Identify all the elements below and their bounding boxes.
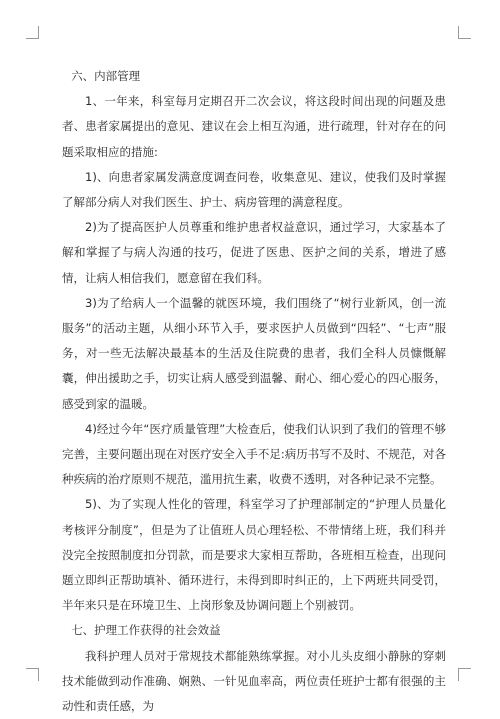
document-page xyxy=(62,64,446,719)
section-heading-internal-management: 六、内部管理 xyxy=(71,69,141,83)
paragraph-patient-rights: 2)为了提高医护人员尊重和维护患者权益意识，通过学习，大家基本了解和掌握了与病人沟通的技巧，促进了医患、医护之间的关系，增进了感情，让病人相信我们，愿意留在我们科。 xyxy=(62,220,446,285)
crop-mark-bottom-right xyxy=(458,668,471,681)
paragraph-warm-environment: 3)为了给病人一个温馨的就医环境，我们围绕了“树行业新风，创一流服务”的活动主题，从细小环节入手，要求医护人员做到“四轻”、“七声”服务，对一些无法解决最基本的生活及住院费的患者，我们全科人员慷慨解囊，伸出援助之手，切实让病人感受到温馨、耐心、细心爱心的四心服务，感受到家的温暖。 xyxy=(62,295,446,411)
crop-mark-top-right xyxy=(458,26,471,39)
section-heading-social-benefits: 七、护理工作获得的社会效益 xyxy=(71,623,221,638)
paragraph-quality-inspection: 4)经过今年“医疗质量管理”大检查后，使我们认识到了我们的管理不够完善，主要问题出现在对医疗安全入手不足:病历书写不及时、不规范，对各种疾病的治疗原则不规范，滥用抗生素，收费不透明，对各种记录不完整。 xyxy=(62,421,446,487)
paragraph-satisfaction-survey: 1)、向患者家属发满意度调查问卷，收集意见、建议，使我们及时掌握了解部分病人对我们医生、护士、病房管理的满意程度。 xyxy=(62,169,446,210)
paragraph-monthly-meetings: 1、一年来，科室每月定期召开二次会议，将这段时间出现的问题及患者、患者家属提出的意见、建议在会上相互沟通，进行疏理，针对存在的问题采取相应的措施: xyxy=(62,94,446,159)
paragraph-humanized-management: 5)、为了实现人性化的管理，科室学习了护理部制定的“护理人员量化考核评分制度”，但是为了让值班人员心理轻松、不带情绪上班，我们科并没完全按照制度扣分罚款，而是要求大家相互帮助，各班相互检查，出现问题立即纠正帮助填补、循环进行，未得到即时纠正的，上下两班共同受罚，半年来只是在环境卫生、上岗形象及协调问题上个别被罚。 xyxy=(62,497,446,613)
crop-mark-top-left xyxy=(26,26,39,39)
paragraph-nursing-skills: 我科护理人员对于常规技术都能熟练掌握。对小儿头皮细小静脉的穿刺技术能做到动作准确、娴熟、一针见血率高，两位责任班护士都有很强的主动性和责任感，为 xyxy=(62,648,446,714)
crop-mark-bottom-left xyxy=(26,668,39,681)
